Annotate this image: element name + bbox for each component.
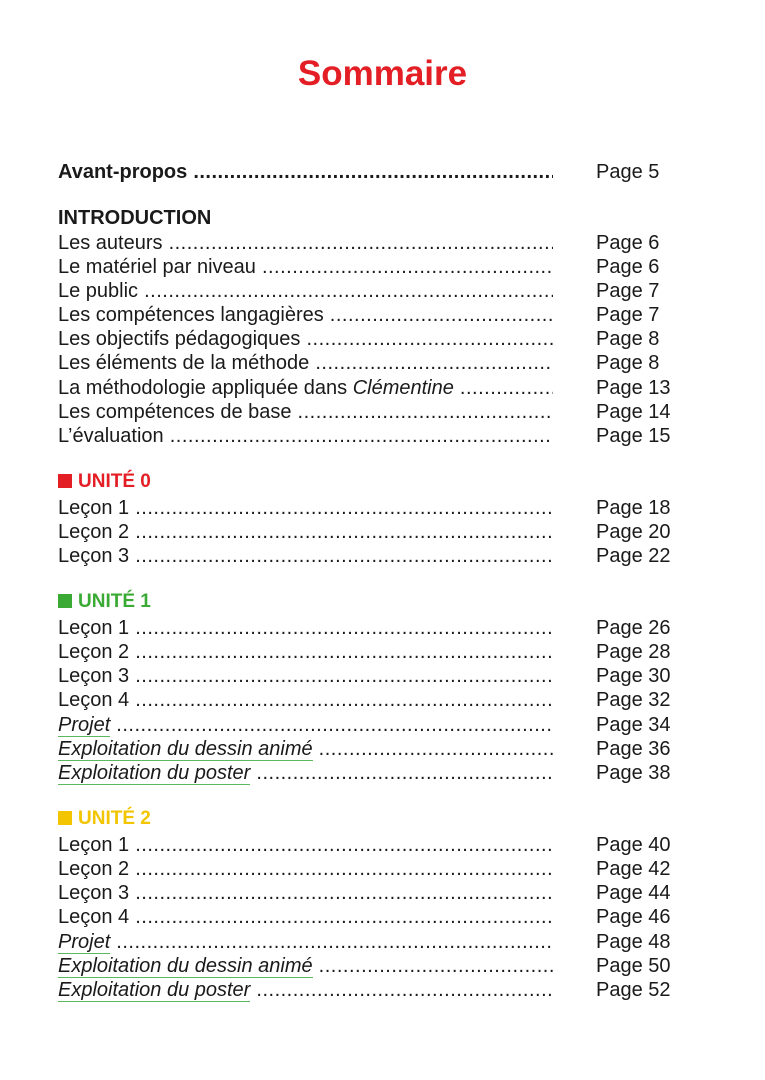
- toc-entry[interactable]: [58, 254, 678, 280]
- toc-entry[interactable]: [58, 302, 678, 328]
- toc-entry[interactable]: [58, 423, 678, 449]
- toc-entry-label-italic: Exploitation du poster: [58, 979, 251, 1001]
- toc-entry-label-italic: Exploitation du dessin animé: [58, 955, 313, 977]
- toc-entry-page: Page 34: [596, 714, 671, 736]
- toc-entry-page: Page 7: [596, 280, 660, 302]
- toc-entry-page: Page 30: [596, 665, 671, 687]
- toc-entry[interactable]: [58, 832, 678, 858]
- toc-entry-page: Page 42: [596, 858, 671, 880]
- yellow-square-icon: [58, 811, 72, 825]
- toc-entry[interactable]: [58, 880, 678, 906]
- toc-entry-label: Leçon 2 .....: [58, 856, 553, 882]
- toc-entry-label: Les compétences langagières .....: [58, 302, 553, 328]
- page-title: Sommaire: [297, 54, 468, 93]
- section-heading-introduction: INTRODUCTION: [58, 207, 212, 229]
- toc-entry-avant-propos[interactable]: [58, 159, 678, 185]
- toc-entry[interactable]: [58, 375, 678, 401]
- toc-entry-label: Leçon 3 .....: [58, 880, 553, 906]
- toc-entry-page: Page 26: [596, 617, 671, 639]
- toc-entry-page: Page 38: [596, 762, 671, 784]
- toc-entry-label: Leçon 1 .....: [58, 495, 553, 521]
- toc-entry-dessin-anime[interactable]: [58, 953, 678, 979]
- green-square-icon: [58, 594, 72, 608]
- toc-entry-page: Page 46: [596, 906, 671, 928]
- toc-entry-dessin-anime[interactable]: [58, 736, 678, 762]
- toc-entry-label: Les éléments de la méthode .....: [58, 350, 553, 376]
- toc-entry-projet[interactable]: [58, 929, 678, 955]
- toc-entry-label: Le matériel par niveau .....: [58, 254, 553, 280]
- toc-entry-label: Avant-propos .....: [58, 159, 553, 185]
- unit-title: UNITÉ 2: [78, 808, 151, 829]
- toc-entry-label-italic: Exploitation du dessin animé: [58, 738, 313, 760]
- toc-entry-page: Page 36: [596, 738, 671, 760]
- toc-entry-page: Page 8: [596, 352, 660, 374]
- toc-entry-projet[interactable]: [58, 712, 678, 738]
- unit-heading-1: [58, 589, 151, 615]
- toc-entry[interactable]: [58, 856, 678, 882]
- toc-entry[interactable]: [58, 543, 678, 569]
- toc-entry-poster[interactable]: [58, 977, 678, 1003]
- toc-entry-page: Page 28: [596, 641, 671, 663]
- toc-entry-label: Les auteurs .....: [58, 230, 553, 256]
- toc-entry-poster[interactable]: [58, 760, 678, 786]
- toc-entry-label-italic: Clémentine: [352, 377, 454, 399]
- unit-heading-2: [58, 806, 151, 832]
- toc-entry-label: Leçon 1 .....: [58, 615, 553, 641]
- toc-entry[interactable]: [58, 639, 678, 665]
- toc-entry-label: Leçon 4 .....: [58, 904, 553, 930]
- toc-entry-page: Page 32: [596, 689, 671, 711]
- unit-title: UNITÉ 0: [78, 471, 151, 492]
- toc-entry[interactable]: [58, 495, 678, 521]
- toc-entry-label: Leçon 4 .....: [58, 687, 553, 713]
- toc-entry-page: Page 6: [596, 256, 660, 278]
- toc-entry-label-main: La méthodologie appliquée dans: [58, 377, 353, 399]
- toc-entry[interactable]: [58, 350, 678, 376]
- toc-entry-page: Page 40: [596, 834, 671, 856]
- toc-entry[interactable]: [58, 687, 678, 713]
- toc-entry-label: Leçon 2 .....: [58, 519, 553, 545]
- toc-entry-page: Page 15: [596, 425, 671, 447]
- toc-entry[interactable]: [58, 904, 678, 930]
- toc-entry-page: Page 20: [596, 521, 671, 543]
- toc-entry-page: Page 44: [596, 882, 671, 904]
- toc-entry-page: Page 18: [596, 497, 671, 519]
- toc-entry-page: Page 7: [596, 304, 660, 326]
- toc-entry-page: Page 14: [596, 401, 671, 423]
- toc-entry-page: Page 22: [596, 545, 671, 567]
- toc-entry-label: Leçon 3 .....: [58, 663, 553, 689]
- toc-entry[interactable]: [58, 399, 678, 425]
- toc-entry[interactable]: [58, 663, 678, 689]
- toc-entry-label: Leçon 1 .....: [58, 832, 553, 858]
- unit-title: UNITÉ 1: [78, 591, 151, 612]
- toc-entry-page: Page 6: [596, 232, 660, 254]
- toc-entry-label: Les compétences de base .....: [58, 399, 553, 425]
- toc-entry-page: Page 52: [596, 979, 671, 1001]
- red-square-icon: [58, 474, 72, 488]
- toc-entry[interactable]: [58, 278, 678, 304]
- toc-entry-page: Page 13: [596, 377, 671, 399]
- toc-entry-label: [58, 736, 553, 762]
- toc-entry-label: [58, 760, 553, 786]
- toc-entry-label-italic: Projet: [58, 714, 111, 736]
- unit-heading-0: [58, 469, 151, 495]
- toc-entry-label: [58, 712, 553, 738]
- toc-entry-page: Page 48: [596, 931, 671, 953]
- toc-entry[interactable]: [58, 230, 678, 256]
- toc-entry-label: Leçon 3 .....: [58, 543, 553, 569]
- toc-entry-label: [58, 929, 553, 955]
- toc-entry-label: Les objectifs pédagogiques .....: [58, 326, 553, 352]
- toc-entry-label: [58, 977, 553, 1003]
- toc-entry[interactable]: [58, 615, 678, 641]
- toc-entry[interactable]: [58, 326, 678, 352]
- toc-entry-label: L’évaluation .....: [58, 423, 553, 449]
- toc-entry-label-italic: Exploitation du poster: [58, 762, 251, 784]
- toc-entry-label: [58, 953, 553, 979]
- toc-entry-label: Le public .....: [58, 278, 553, 304]
- toc-entry-label: [58, 375, 553, 401]
- toc-entry-page: Page 8: [596, 328, 660, 350]
- toc-entry-label: Leçon 2 .....: [58, 639, 553, 665]
- toc-entry[interactable]: [58, 519, 678, 545]
- toc-entry-label-italic: Projet: [58, 931, 111, 953]
- toc-entry-page: Page 50: [596, 955, 671, 977]
- toc-entry-page: Page 5: [596, 161, 660, 183]
